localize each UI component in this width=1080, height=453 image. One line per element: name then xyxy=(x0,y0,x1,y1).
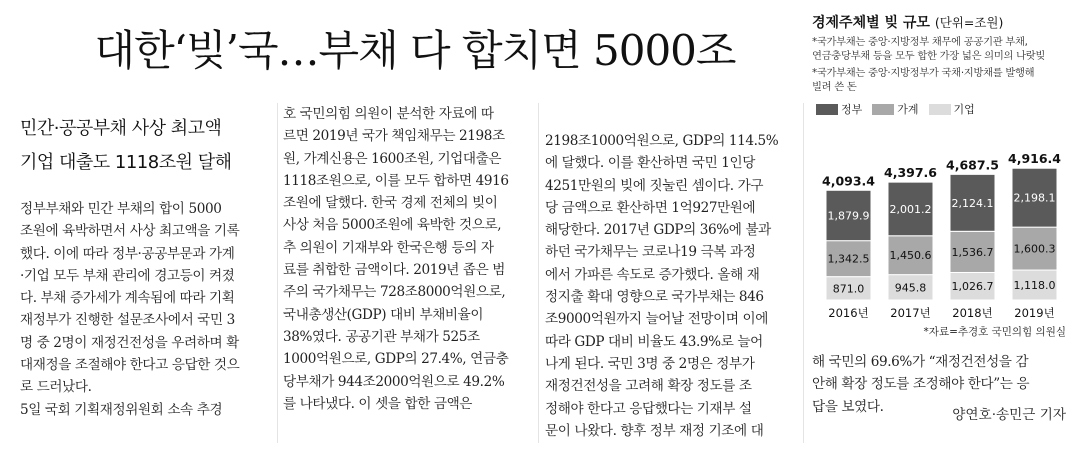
article-line: 해 국민의 69.6%가 “재정건전성을 감 xyxy=(812,354,1029,370)
article-line: 호 국민의힘 의원이 분석한 자료에 따 xyxy=(283,106,494,122)
graphic-title-text: 경제주체별 빚 규모 xyxy=(812,15,930,31)
article-line: 나게 된다. 국민 3명 중 2명은 정부가 xyxy=(545,355,755,372)
article-line: 재정건전성을 고려해 확장 정도를 조 xyxy=(545,378,752,395)
graphic-note-line: *국가부채는 중앙·지방정부가 국채·지방채를 발행해 xyxy=(812,67,1035,79)
graphic-unit: (단위=조원) xyxy=(934,15,1004,30)
data-label: 2,198.1 xyxy=(1013,191,1056,205)
article-line: 따라 GDP 대비 비율도 43.9%로 늘어 xyxy=(545,333,763,350)
article-line: 로 드러났다. xyxy=(20,379,92,396)
headline: 대한‘빚’국…부채 다 합치면 5000조 xyxy=(94,26,736,75)
data-label: 945.8 xyxy=(894,281,927,295)
article-line: 문이 나왔다. 향후 정부 재정 기조에 대 xyxy=(545,422,764,439)
chart-source: *자료=추경호 국민의힘 의원실 xyxy=(923,326,1066,338)
article-line: 38%였다. 공공기관 부채가 525조 xyxy=(283,328,480,345)
x-tick-label: 2018년 xyxy=(952,306,993,320)
graphic-title xyxy=(812,12,1003,32)
article-line: 조원에 육박하면서 사상 최고액을 기록 xyxy=(20,223,240,240)
article-line: 답을 보였다. xyxy=(812,398,884,415)
x-tick-label: 2017년 xyxy=(890,306,931,320)
article-line: 정해야 한다고 응답했다는 기재부 설 xyxy=(545,400,752,417)
article-line: 1000억원으로, GDP의 27.4%, 연금충 xyxy=(283,351,509,368)
legend-swatch xyxy=(929,104,951,115)
data-label: 2,001.2 xyxy=(889,202,932,216)
subhead-line-2: 기업 대출도 1118조원 달해 xyxy=(20,152,232,173)
subhead xyxy=(20,112,270,180)
article-line: 당 금액으로 환산하면 1억927만원에 xyxy=(545,199,756,216)
article-line: 조원에 달했다. 한국 경제 전체의 빚이 xyxy=(283,195,498,212)
legend-item-corporate xyxy=(929,101,975,117)
byline: 양연호·송민근 기자 xyxy=(952,407,1066,423)
article-line: 조9000억원까지 늘어날 전망이며 이에 xyxy=(545,311,768,328)
data-label: 1,342.5 xyxy=(827,252,870,266)
data-label: 871.0 xyxy=(832,282,865,296)
column-divider xyxy=(803,103,804,443)
total-label: 4,687.5 xyxy=(946,157,999,173)
article-line: 를 나타냈다. 이 셋을 합한 금액은 xyxy=(283,395,473,412)
article-line: ·기업 모두 부채 관리에 경고등이 켜졌 xyxy=(20,267,235,284)
graphic-note-line: 연금충당부채 등을 모두 합한 가장 넓은 의미의 나랏빚 xyxy=(812,49,1046,62)
article-line: 5일 국회 기획재정위원회 소속 추경 xyxy=(20,401,223,418)
data-label: 1,118.0 xyxy=(1013,279,1056,293)
article-line: 4251만원의 빚에 짓눌린 셈이다. 가구 xyxy=(545,177,764,194)
legend-item-household xyxy=(872,101,918,117)
chart-legend xyxy=(816,101,975,117)
article-line: 정지출 확대 영향으로 국가부채는 846 xyxy=(545,289,764,306)
graphic-note-line: *국가부채는 중앙·지방정부 채무에 공공기관 부채, xyxy=(812,36,1028,48)
article-line: 사상 처음 5000조원에 육박한 것으로, xyxy=(283,217,502,234)
article-column-3 xyxy=(545,130,795,442)
article-line: 주의 국가채무는 728조8000억원으로, xyxy=(283,284,506,301)
article-line: 대재정을 조절해야 한다고 응답한 것으 xyxy=(20,357,240,374)
x-tick-label: 2019년 xyxy=(1014,306,1055,320)
data-label: 1,026.7 xyxy=(951,280,994,294)
legend-label: 기업 xyxy=(953,103,975,116)
data-label: 1,536.7 xyxy=(951,245,994,259)
data-label: 1,450.6 xyxy=(889,249,932,263)
article-line: 재정부가 진행한 설문조사에서 국민 3 xyxy=(20,312,235,329)
article-column-2 xyxy=(283,103,531,415)
x-tick-label: 2016년 xyxy=(828,306,869,320)
article-line: 정부부채와 민간 부채의 합이 5000 xyxy=(20,201,222,217)
article-line: 했다. 이에 따라 정부·공공부문과 가계 xyxy=(20,245,235,262)
article-line: 명 중 2명이 재정건전성을 우려하며 확 xyxy=(20,334,239,351)
article-line: 에서 가파른 속도로 증가했다. 올해 재 xyxy=(545,266,760,283)
legend-swatch xyxy=(872,104,894,115)
article-line: 하던 국가채무는 코로나19 극복 과정 xyxy=(545,244,756,261)
graphic-note-1 xyxy=(812,36,1045,63)
legend-label: 정부 xyxy=(841,103,863,116)
legend-label: 가계 xyxy=(897,103,919,116)
article-line: 안해 확장 정도를 조정해야 한다”는 응 xyxy=(812,376,1030,393)
article-line: 추 의원이 기재부와 한국은행 등의 자 xyxy=(283,239,494,256)
column-divider xyxy=(538,103,539,443)
article-line: 2198조1000억원으로, GDP의 114.5% xyxy=(545,133,779,149)
article-line: 해당한다. 2017년 GDP의 36%에 불과 xyxy=(545,222,771,239)
data-label: 1,879.9 xyxy=(827,209,870,223)
total-label: 4,397.6 xyxy=(884,165,937,181)
stacked-bar-chart xyxy=(812,120,1074,325)
subhead-line-1: 민간·공공부채 사상 최고액 xyxy=(20,118,222,139)
total-label: 4,916.4 xyxy=(1008,151,1061,167)
article-line: 1118조원으로, 이를 모두 합하면 4916 xyxy=(283,172,509,189)
article-column-1 xyxy=(20,198,270,421)
article-line: 다. 부채 증가세가 계속됨에 따라 기획 xyxy=(20,290,235,307)
article-line: 원, 가계신용은 1600조원, 기업대출은 xyxy=(283,150,502,167)
graphic-note-2 xyxy=(812,67,1034,94)
data-label: 2,124.1 xyxy=(951,196,994,210)
article-line: 르면 2019년 국가 책임채무는 2198조 xyxy=(283,128,505,145)
legend-swatch xyxy=(816,104,838,115)
total-label: 4,093.4 xyxy=(822,173,875,189)
article-line: 국내총생산(GDP) 대비 부채비율이 xyxy=(283,306,484,323)
graphic-note-line: 빌려 쓴 돈 xyxy=(812,80,857,93)
legend-item-government xyxy=(816,101,862,117)
article-line: 에 달했다. 이를 환산하면 국민 1인당 xyxy=(545,155,756,172)
article-line: 료를 취합한 금액이다. 2019년 좁은 범 xyxy=(283,262,506,279)
column-divider xyxy=(277,103,278,443)
data-label: 1,600.3 xyxy=(1013,242,1056,256)
article-line: 당부채가 944조2000억원으로 49.2% xyxy=(283,373,505,390)
